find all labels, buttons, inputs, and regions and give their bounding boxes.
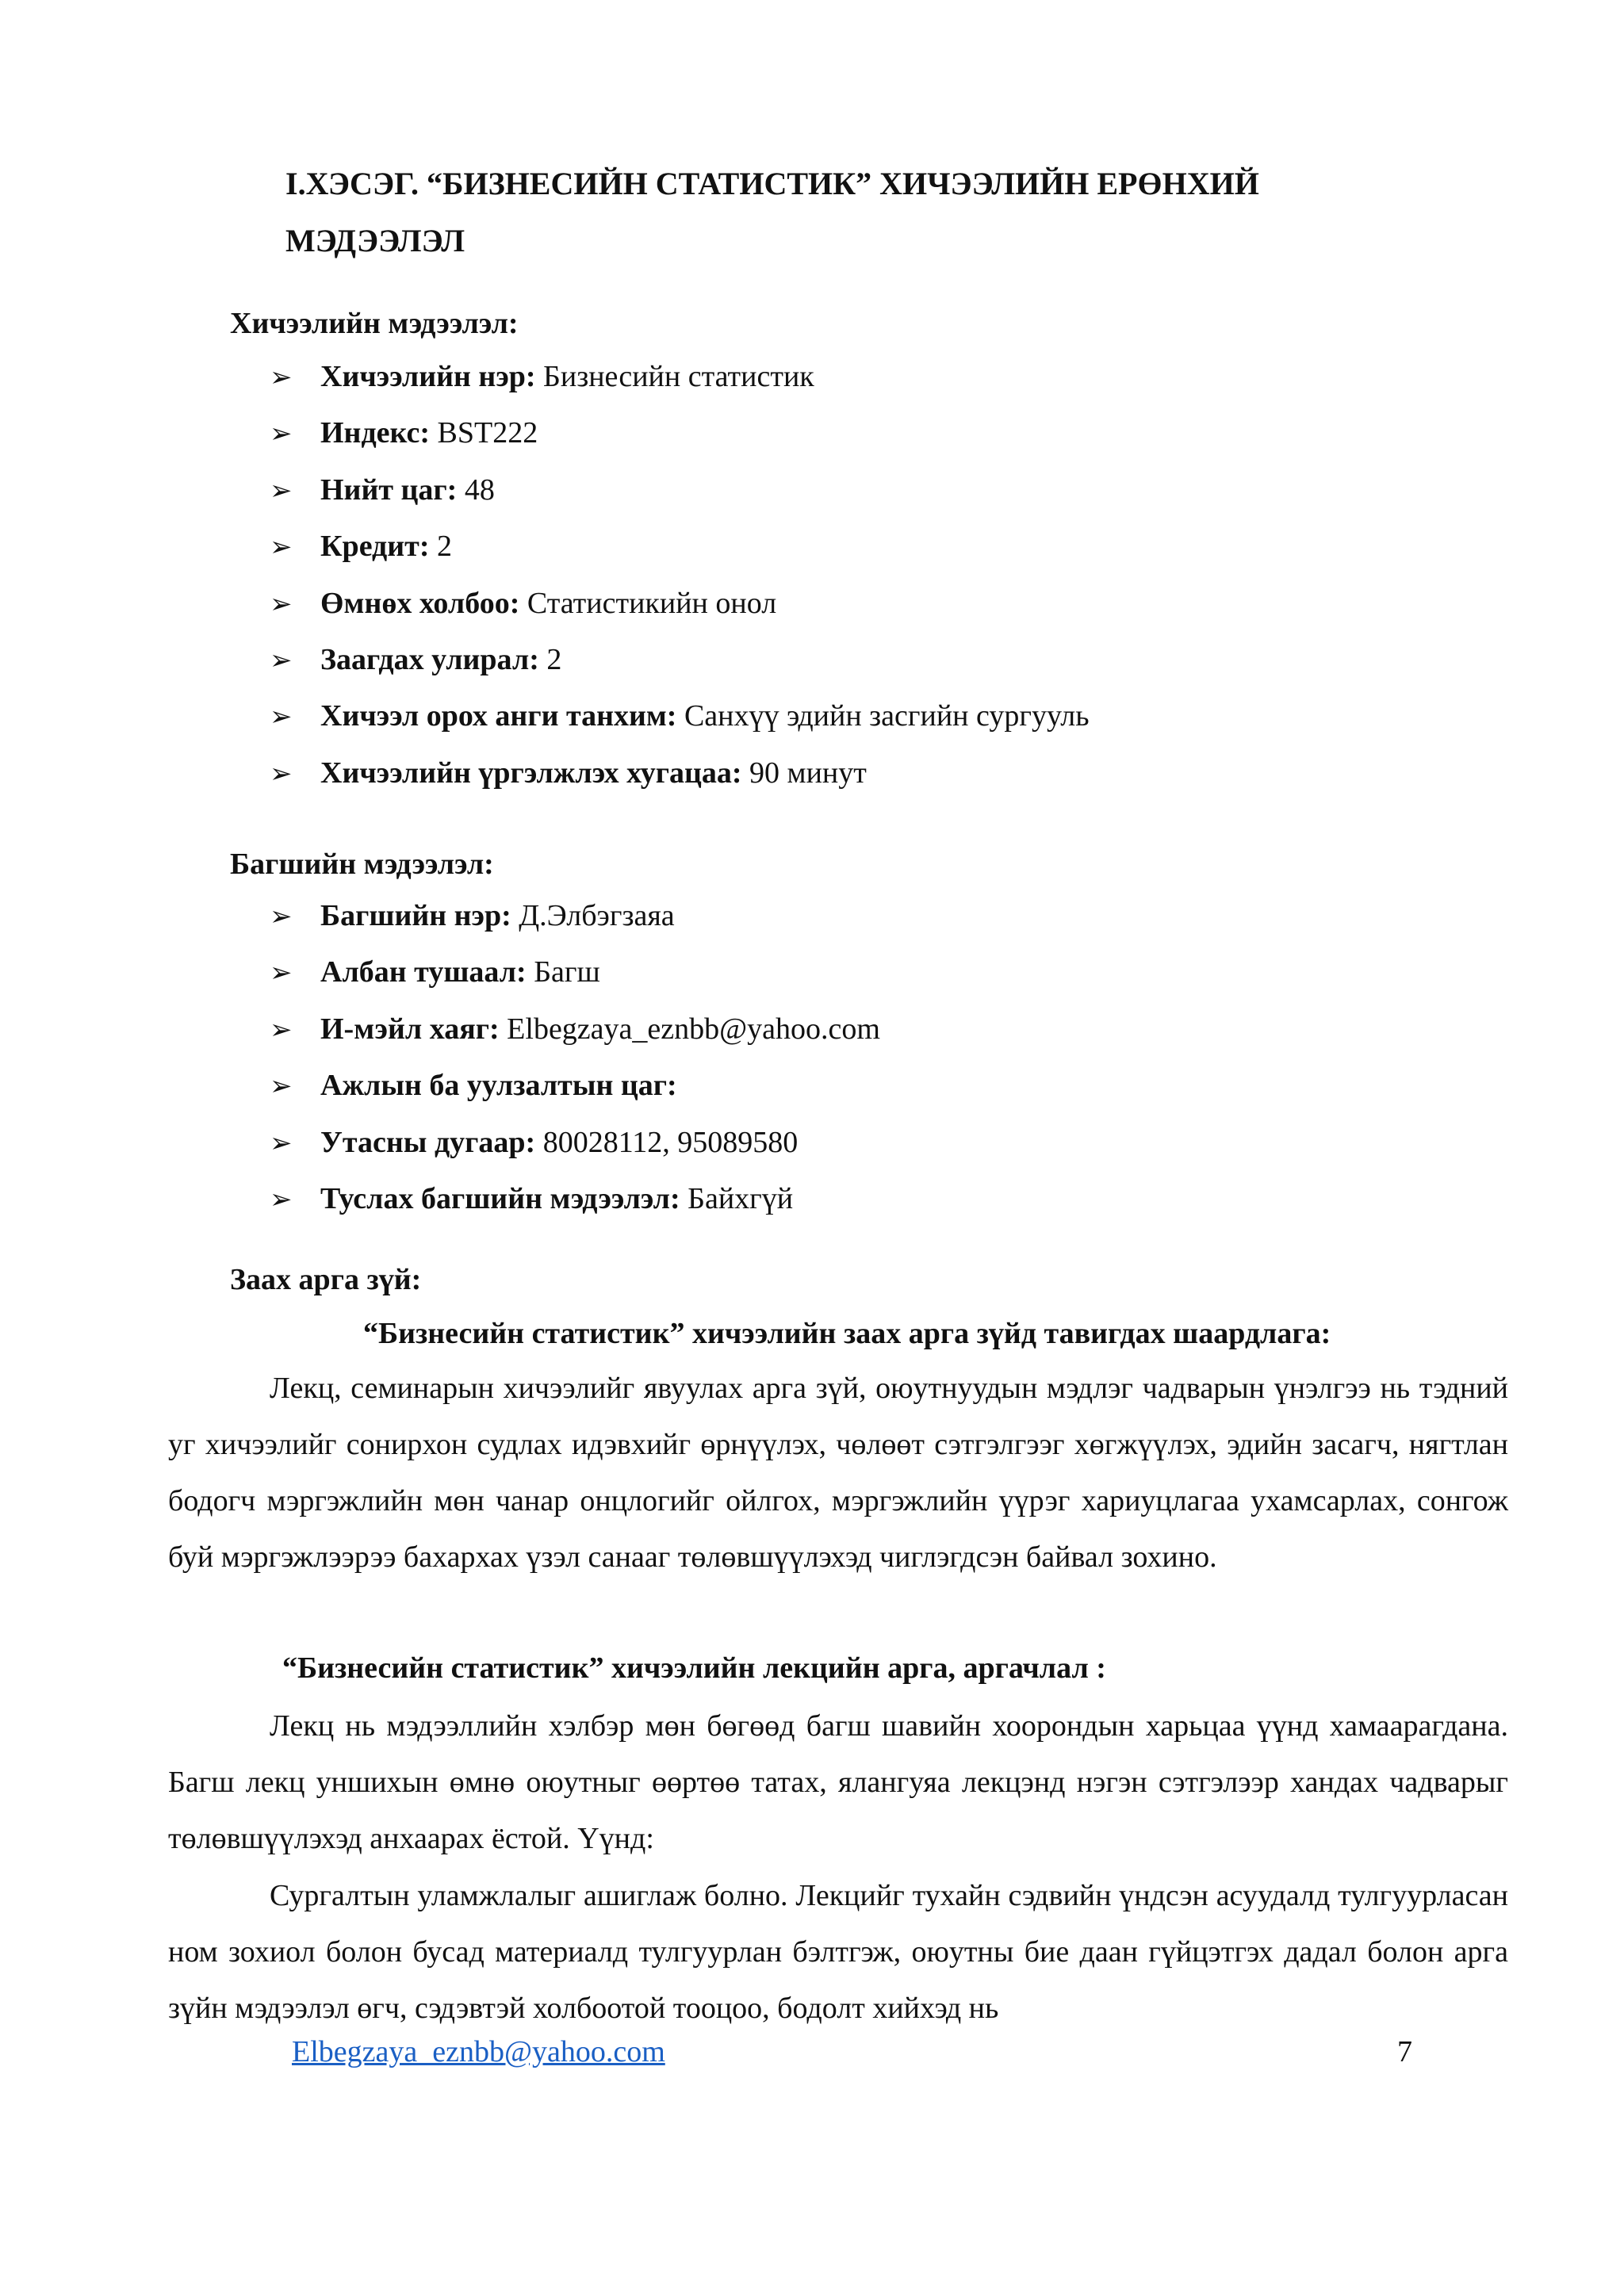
method-subheading-lecture: “Бизнесийн статистик” хичээлийн лекцийн арга, аргачлал : xyxy=(282,1651,1106,1685)
list-item: ➢ Албан тушаал: Багш xyxy=(270,944,880,1001)
arrow-bullet-icon: ➢ xyxy=(270,959,293,989)
arrow-bullet-icon: ➢ xyxy=(270,702,293,733)
list-item: ➢ Багшийн нэр: Д.Элбэгзаяа xyxy=(270,888,880,944)
list-item: ➢ Ажлын ба уулзалтын цаг: xyxy=(270,1058,880,1114)
course-info-list xyxy=(270,349,1090,802)
list-item: ➢ Хичээлийн үргэлжлэх хугацаа: 90 минут xyxy=(270,745,1090,802)
list-item: ➢ И-мэйл хаяг: Elbegzaya_eznbb@yahoo.com xyxy=(270,1001,880,1058)
arrow-bullet-icon: ➢ xyxy=(270,759,293,789)
list-item: ➢ Заагдах улирал: 2 xyxy=(270,632,1090,688)
method-heading: Заах арга зүй: xyxy=(230,1263,422,1296)
arrow-bullet-icon: ➢ xyxy=(270,419,293,450)
teacher-info-list xyxy=(270,888,880,1227)
list-item: ➢ Туслах багшийн мэдээлэл: Байхгүй xyxy=(270,1171,880,1227)
paragraph-requirements: Лекц, семинарын хичээлийг явуулах арга зүй, оюутнуудын мэдлэг чадварын үнэлгээ нь тэдний уг хичээлийг сонирхон судлах идэвхийг өрнүүлэх, чөлөөт сэтгэлгээг хөгжүүлэх, эдийн засагч, нягтлан бодогч мэргэжлийн мөн чанар онцлогийг ойлгох, мэргэжлийн үүрэг хариуцлагаа ухамсарлах, сонгож буй мэргэжлээрээ бахархах үзэл санааг төлөвшүүлэхэд чиглэгдсэн байвал зохино. xyxy=(168,1372,1508,1574)
list-item: ➢ Кредит: 2 xyxy=(270,519,1090,575)
paragraph-tradition: Сургалтын уламжлалыг ашиглаж болно. Лекцийг тухайн сэдвийн үндсэн асуудалд тулгуурласан ном зохиол болон бусад материалд тулгуурлан бэлтгэж, оюутны бие даан гүйцэтгэх дадал болон арга зүйн мэдээлэл өгч, сэдэвтэй холбоотой тооцоо, бодолт хийхэд нь xyxy=(168,1879,1508,2025)
list-item: ➢ Индекс: BST222 xyxy=(270,405,1090,461)
list-item: ➢ Өмнөх холбоо: Статистикийн онол xyxy=(270,576,1090,632)
page-number: 7 xyxy=(1397,2035,1412,2068)
arrow-bullet-icon: ➢ xyxy=(270,645,293,675)
arrow-bullet-icon: ➢ xyxy=(270,1015,293,1045)
paragraph-lecture: Лекц нь мэдээллийн хэлбэр мөн бөгөөд багш шавийн хоорондын харьцаа үүнд хамаарагдана. Багш лекц уншихын өмнө оюутныг өөртөө татах, ялангуяа лекцэнд нэгэн сэтгэлээр хандах чадварыг төлөвшүүлэхэд анхаарах ёстой. Үүнд: xyxy=(168,1709,1508,1855)
arrow-bullet-icon: ➢ xyxy=(270,1184,293,1215)
arrow-bullet-icon: ➢ xyxy=(270,533,293,563)
list-item: ➢ Утасны дугаар: 80028112, 95089580 xyxy=(270,1115,880,1171)
arrow-bullet-icon: ➢ xyxy=(270,476,293,506)
list-item: ➢ Хичээл орох анги танхим: Санхүү эдийн засгийн сургууль xyxy=(270,688,1090,744)
title-line-1: I.ХЭСЭГ. “БИЗНЕСИЙН СТАТИСТИК” ХИЧЭЭЛИЙН ЕРӨНХИЙ xyxy=(285,166,1259,201)
method-subheading-requirements: “Бизнесийн статистик” хичээлийн заах арга зүйд тавигдах шаардлага: xyxy=(363,1317,1331,1350)
list-item: ➢ Нийт цаг: 48 xyxy=(270,462,1090,519)
arrow-bullet-icon: ➢ xyxy=(270,363,293,392)
footer-email-link[interactable]: Elbegzaya_eznbb@yahoo.com xyxy=(292,2035,665,2068)
arrow-bullet-icon: ➢ xyxy=(270,1128,293,1158)
teacher-info-heading: Багшийн мэдээлэл: xyxy=(230,848,494,881)
page-title xyxy=(285,155,1522,270)
arrow-bullet-icon: ➢ xyxy=(270,1072,293,1102)
title-line-2: МЭДЭЭЛЭЛ xyxy=(285,223,465,258)
course-info-heading: Хичээлийн мэдээлэл: xyxy=(230,307,519,340)
list-item: ➢ Хичээлийн нэр: Бизнесийн статистик xyxy=(270,349,1090,405)
arrow-bullet-icon: ➢ xyxy=(270,902,293,932)
arrow-bullet-icon: ➢ xyxy=(270,589,293,619)
